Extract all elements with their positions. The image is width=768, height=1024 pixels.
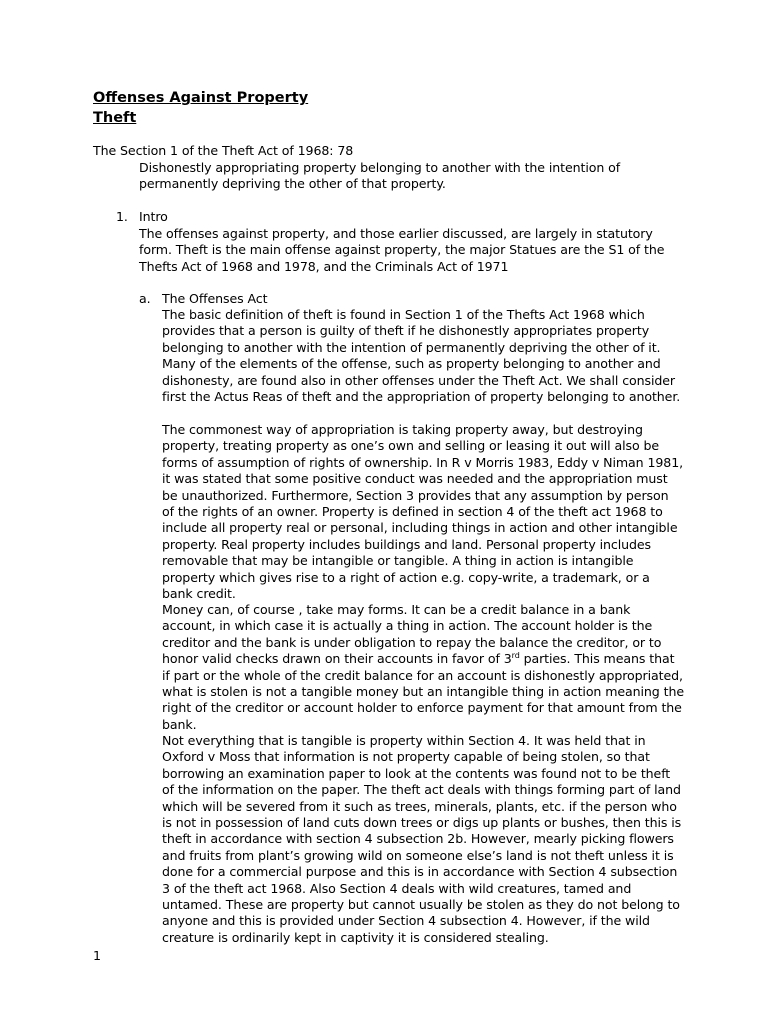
paragraph-basic-definition: The basic definition of theft is found in Section 1 of the Thefts Act 1968 which provides that a person is guilty of theft if he dishonestly appropriates property belonging to another with the intention of permanently depriving the other of it. Many of the elements of the offense, such as property belonging to another and dishonesty, are found also in other offenses under the Theft Act. We shall consider first the Actus Reas of theft and the appropriation of property belonging to another.	[162, 307, 681, 405]
section-heading-intro: Intro	[139, 209, 168, 224]
paragraph-money	[162, 602, 684, 733]
document-title: Offenses Against Property	[93, 90, 309, 106]
paragraph-appropriation: The commonest way of appropriation is taking property away, but destroying property, treating property as one’s own and selling or leasing it out will also be forms of assumption of rights of ownership. In R v Morris 1983, Eddy v Niman 1981, it was stated that some positive conduct was needed and the appropriation must be unauthorized. Furthermore, Section 3 provides that any assumption by person of the rights of an owner. Property is defined in section 4 of the theft act 1968 to include all property real or personal, including things in action and other intangible property. Real property includes buildings and land. Personal property includes removable that may be intangible or tangible. A thing in action is intangible property which gives rise to a right of action e.g. copy-write, a trademark, or a bank credit.	[162, 422, 684, 602]
page-number: 1	[93, 948, 102, 963]
paragraph-money-text-a: Money can, of course , take may forms. It can be a credit balance in a bank account, in which case it is actually a thing in action. The account holder is the creditor and the bank is under obligation to repay the balance the creditor, or to honor valid checks drawn on their accounts in favor of 3	[162, 602, 662, 667]
paragraph-tangible-property: Not everything that is tangible is property within Section 4. It was held that in Oxford v Moss that information is not property capable of being stolen, so that borrowing an examination paper to look at the contents was found not to be theft of the information on the paper. The theft act deals with things forming part of land which will be severed from it such as trees, minerals, plants, etc. if the person who is not in possession of land cuts down trees or digs up plants or bushes, then this is theft in accordance with section 4 subsection 2b. However, mearly picking flowers and fruits from plant’s growing wild on someone else’s land is not theft unless it is done for a commercial purpose and this is in accordance with Section 4 subsection 3 of the theft act 1968. Also Section 4 deals with wild creatures, tamed and untamed. These are property but cannot usually be stolen as they do not belong to anyone and this is provided under Section 4 subsection 4. However, if the wild creature is ordinarily kept in captivity it is considered stealing.	[162, 733, 682, 945]
ordinal-superscript: rd	[511, 651, 520, 661]
intro-line: The Section 1 of the Theft Act of 1968: 78	[93, 143, 354, 158]
theft-definition: Dishonestly appropriating property belonging to another with the intention of permanently depriving the other of that property.	[139, 160, 621, 192]
list-number-1: 1.	[116, 209, 128, 224]
list-letter-a: a.	[139, 291, 151, 306]
document-subtitle: Theft	[93, 110, 137, 126]
section-intro-body: The offenses against property, and those earlier discussed, are largely in statutory form. Theft is the main offense against property, the major Statues are the S1 of the Thefts Act of 1968 and 1978, and the Criminals Act of 1971	[139, 226, 665, 274]
paragraph-money-text-b: parties. This means that if part or the whole of the credit balance for an account is dishonestly appropriated, what is stolen is not a tangible money but an intangible thing in action meaning the right of the creditor or account holder to enforce payment for that amount from the bank.	[162, 651, 684, 732]
subsection-heading-offenses-act: The Offenses Act	[162, 291, 268, 306]
